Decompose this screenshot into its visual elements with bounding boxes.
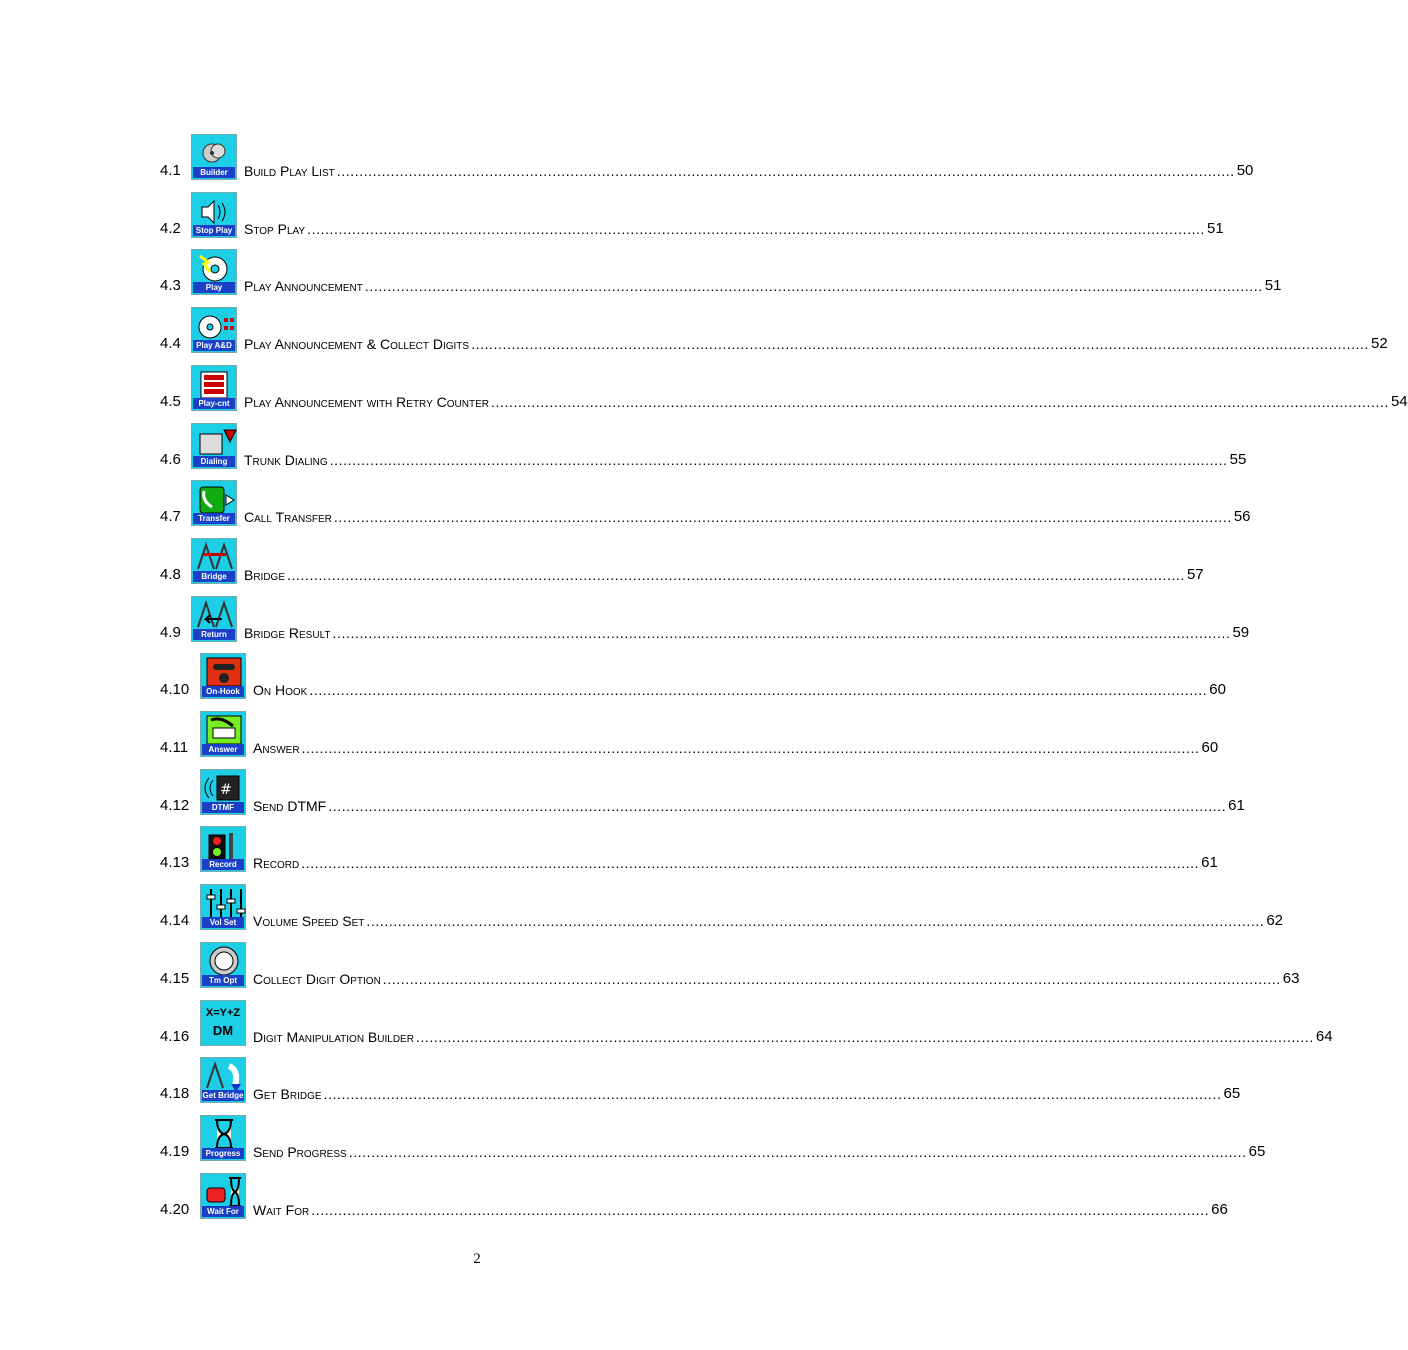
entry-line bbox=[253, 1085, 1241, 1103]
icon-caption: Dialing bbox=[193, 456, 235, 467]
icon-caption: On-Hook bbox=[202, 686, 244, 697]
toc-entry[interactable] bbox=[160, 353, 1408, 411]
bridge-icon bbox=[191, 538, 237, 584]
entry-line bbox=[244, 508, 1251, 526]
dot-leader: ........................................................................................................................................................................................................ bbox=[348, 1143, 1247, 1160]
dot-leader: ........................................................................................................................................................................................................ bbox=[287, 566, 1185, 583]
dot-leader: ........................................................................................................................................................................................................ bbox=[415, 1028, 1314, 1045]
entry-page[interactable]: 61 bbox=[1228, 796, 1245, 814]
entry-page[interactable]: 50 bbox=[1236, 162, 1254, 179]
toc-entry[interactable] bbox=[160, 930, 1300, 988]
answer-icon bbox=[200, 711, 246, 757]
entry-title[interactable]: Collect Digit Option bbox=[253, 970, 381, 987]
dot-leader: ........................................................................................................................................................................................................ bbox=[301, 855, 1200, 872]
entry-line bbox=[244, 565, 1204, 584]
toc-entry[interactable] bbox=[160, 468, 1251, 526]
entry-title[interactable]: Send DTMF bbox=[253, 797, 327, 814]
entry-number: 4.15 bbox=[160, 969, 190, 987]
on-hook-icon bbox=[200, 653, 246, 699]
dot-leader: ........................................................................................................................................................................................................ bbox=[328, 797, 1227, 814]
toc-entry[interactable] bbox=[160, 757, 1245, 815]
entry-title[interactable]: Play Announcement & Collect Digits bbox=[244, 336, 470, 353]
icon-caption: Play bbox=[193, 282, 235, 293]
icon-caption: Answer bbox=[202, 744, 244, 755]
entry-title[interactable]: Volume Speed Set bbox=[253, 913, 365, 930]
get-bridge-icon bbox=[200, 1057, 246, 1103]
toc-entry[interactable] bbox=[160, 122, 1254, 180]
entry-page[interactable]: 55 bbox=[1229, 450, 1247, 468]
icon-caption: Get Bridge bbox=[202, 1091, 244, 1101]
toc-entry[interactable] bbox=[160, 411, 1247, 469]
transfer-icon bbox=[191, 480, 237, 526]
entry-page[interactable]: 51 bbox=[1264, 277, 1282, 295]
entry-title[interactable]: Bridge Result bbox=[244, 624, 331, 641]
entry-line bbox=[244, 162, 1254, 180]
entry-number: 4.16 bbox=[160, 1027, 190, 1045]
dot-leader: ........................................................................................................................................................................................................ bbox=[329, 451, 1228, 468]
entry-number: 4.6 bbox=[160, 450, 181, 468]
progress-icon bbox=[200, 1115, 246, 1161]
icon-caption: Stop Play bbox=[193, 225, 235, 236]
toc-entry[interactable] bbox=[160, 584, 1250, 642]
digit-manipulation-icon bbox=[200, 1000, 246, 1046]
play-icon bbox=[191, 249, 237, 295]
vol-set-icon bbox=[200, 884, 246, 930]
entry-line bbox=[244, 335, 1388, 353]
icon-caption: Progress bbox=[202, 1148, 244, 1159]
dialing-icon bbox=[191, 423, 237, 469]
dot-leader: ........................................................................................................................................................................................................ bbox=[336, 163, 1235, 179]
entry-page[interactable]: 60 bbox=[1209, 681, 1226, 699]
icon-caption: DM bbox=[212, 1022, 234, 1038]
entry-page[interactable]: 51 bbox=[1207, 219, 1224, 237]
entry-line bbox=[253, 739, 1219, 757]
entry-title[interactable]: Stop Play bbox=[244, 220, 306, 237]
entry-number: 4.3 bbox=[160, 277, 181, 295]
play-counter-icon bbox=[191, 365, 237, 411]
entry-number: 4.13 bbox=[160, 854, 190, 872]
entry-title[interactable]: Answer bbox=[253, 740, 300, 756]
icon-caption: Record bbox=[202, 859, 244, 870]
entry-title[interactable]: Play Announcement with Retry Counter bbox=[244, 393, 489, 410]
icon-caption: Return bbox=[193, 629, 235, 640]
dot-leader: ........................................................................................................................................................................................................ bbox=[323, 1086, 1222, 1103]
dot-leader: ........................................................................................................................................................................................................ bbox=[309, 682, 1208, 699]
entry-title[interactable]: Get Bridge bbox=[253, 1086, 322, 1103]
dot-leader: ........................................................................................................................................................................................................ bbox=[333, 509, 1232, 526]
entry-title[interactable]: Call Transfer bbox=[244, 509, 332, 526]
entry-page[interactable]: 62 bbox=[1266, 912, 1283, 930]
entry-title[interactable]: Trunk Dialing bbox=[244, 451, 328, 468]
icon-formula: X=Y+Z bbox=[205, 1006, 241, 1019]
dot-leader: ........................................................................................................................................................................................................ bbox=[366, 913, 1265, 930]
icon-caption: Wait For bbox=[202, 1206, 244, 1217]
entry-page[interactable]: 61 bbox=[1201, 854, 1218, 872]
toc-entry[interactable] bbox=[160, 237, 1282, 295]
page-number: 2 bbox=[473, 1251, 481, 1267]
entry-page[interactable]: 64 bbox=[1315, 1027, 1333, 1045]
toc-entry[interactable] bbox=[160, 988, 1333, 1046]
toc-entry[interactable] bbox=[160, 699, 1219, 757]
dot-leader: ........................................................................................................................................................................................................ bbox=[491, 393, 1389, 410]
icon-caption: Play A&D bbox=[193, 340, 235, 351]
toc-entry[interactable] bbox=[160, 295, 1388, 353]
entry-title[interactable]: Send Progress bbox=[253, 1143, 347, 1160]
time-option-icon bbox=[200, 942, 246, 988]
entry-title[interactable]: Bridge bbox=[244, 566, 286, 583]
entry-number: 4.7 bbox=[160, 508, 181, 526]
entry-page[interactable]: 52 bbox=[1371, 335, 1388, 353]
entry-number: 4.5 bbox=[160, 392, 181, 410]
entry-line bbox=[244, 450, 1247, 469]
entry-page[interactable]: 66 bbox=[1211, 1200, 1228, 1218]
entry-line bbox=[253, 1027, 1333, 1046]
entry-number: 4.8 bbox=[160, 565, 181, 583]
entry-page[interactable]: 54 bbox=[1390, 392, 1408, 410]
entry-number: 4.2 bbox=[160, 219, 181, 237]
entry-number: 4.12 bbox=[160, 796, 190, 814]
icon-caption: Builder bbox=[193, 167, 235, 178]
entry-page[interactable]: 59 bbox=[1232, 623, 1250, 641]
entry-line bbox=[253, 1200, 1228, 1219]
toc-entry[interactable] bbox=[160, 526, 1204, 584]
entry-line bbox=[244, 623, 1250, 642]
return-icon bbox=[191, 596, 237, 642]
entry-line bbox=[253, 1142, 1266, 1161]
dot-leader: ........................................................................................................................................................................................................ bbox=[307, 220, 1206, 237]
dot-leader: ........................................................................................................................................................................................................ bbox=[311, 1201, 1210, 1218]
entry-line bbox=[244, 277, 1282, 295]
toc-entry[interactable] bbox=[160, 814, 1218, 872]
icon-caption: Vol Set bbox=[202, 917, 244, 928]
toc-entry[interactable] bbox=[160, 1103, 1266, 1161]
entry-line bbox=[253, 969, 1300, 988]
dot-leader: ........................................................................................................................................................................................................ bbox=[471, 336, 1370, 353]
entry-page[interactable]: 57 bbox=[1186, 565, 1204, 583]
entry-number: 4.1 bbox=[160, 162, 181, 179]
entry-number: 4.11 bbox=[160, 739, 189, 756]
icon-caption: Transfer bbox=[193, 513, 235, 524]
dot-leader: ........................................................................................................................................................................................................ bbox=[301, 740, 1200, 756]
entry-line bbox=[253, 912, 1283, 930]
entry-page[interactable]: 65 bbox=[1223, 1085, 1241, 1103]
entry-line bbox=[253, 796, 1245, 815]
entry-number: 4.20 bbox=[160, 1200, 190, 1218]
dot-leader: ........................................................................................................................................................................................................ bbox=[364, 278, 1263, 295]
play-and-digits-icon bbox=[191, 307, 237, 353]
entry-line bbox=[244, 219, 1224, 238]
icon-caption: Play-cnt bbox=[193, 398, 235, 409]
entry-page[interactable]: 56 bbox=[1233, 508, 1251, 526]
entry-page[interactable]: 65 bbox=[1248, 1142, 1266, 1160]
stop-play-icon bbox=[191, 192, 237, 238]
entry-line bbox=[253, 681, 1226, 699]
entry-line bbox=[253, 854, 1218, 872]
entry-title[interactable]: Wait For bbox=[253, 1201, 310, 1218]
toc-entry[interactable] bbox=[160, 641, 1226, 699]
entry-title[interactable]: On Hook bbox=[253, 682, 308, 699]
entry-title[interactable]: Build Play List bbox=[244, 163, 335, 179]
builder-icon bbox=[191, 134, 237, 180]
entry-title[interactable]: Play Announcement bbox=[244, 278, 363, 295]
toc-entry[interactable] bbox=[160, 1045, 1241, 1103]
svg-text:#: # bbox=[220, 781, 232, 798]
icon-caption: DTMF bbox=[202, 802, 244, 813]
toc-entry[interactable] bbox=[160, 1161, 1228, 1219]
entry-title[interactable]: Digit Manipulation Builder bbox=[253, 1028, 414, 1045]
dot-leader: ........................................................................................................................................................................................................ bbox=[332, 624, 1231, 641]
icon-caption: Bridge bbox=[193, 571, 235, 582]
icon-caption: Tm Opt bbox=[202, 975, 244, 986]
toc-entry[interactable] bbox=[160, 872, 1283, 930]
entry-number: 4.10 bbox=[160, 681, 190, 699]
entry-number: 4.18 bbox=[160, 1085, 190, 1103]
entry-number: 4.14 bbox=[160, 912, 190, 930]
record-icon bbox=[200, 826, 246, 872]
entry-number: 4.19 bbox=[160, 1142, 190, 1160]
entry-page[interactable]: 60 bbox=[1201, 739, 1219, 756]
entry-line bbox=[244, 392, 1408, 411]
entry-number: 4.4 bbox=[160, 335, 181, 353]
entry-title[interactable]: Record bbox=[253, 855, 300, 872]
entry-number: 4.9 bbox=[160, 623, 181, 641]
toc-entry[interactable] bbox=[160, 180, 1224, 238]
dot-leader: ........................................................................................................................................................................................................ bbox=[382, 970, 1281, 987]
wait-for-icon bbox=[200, 1173, 246, 1219]
entry-page[interactable]: 63 bbox=[1282, 969, 1300, 987]
dtmf-icon bbox=[200, 769, 246, 815]
